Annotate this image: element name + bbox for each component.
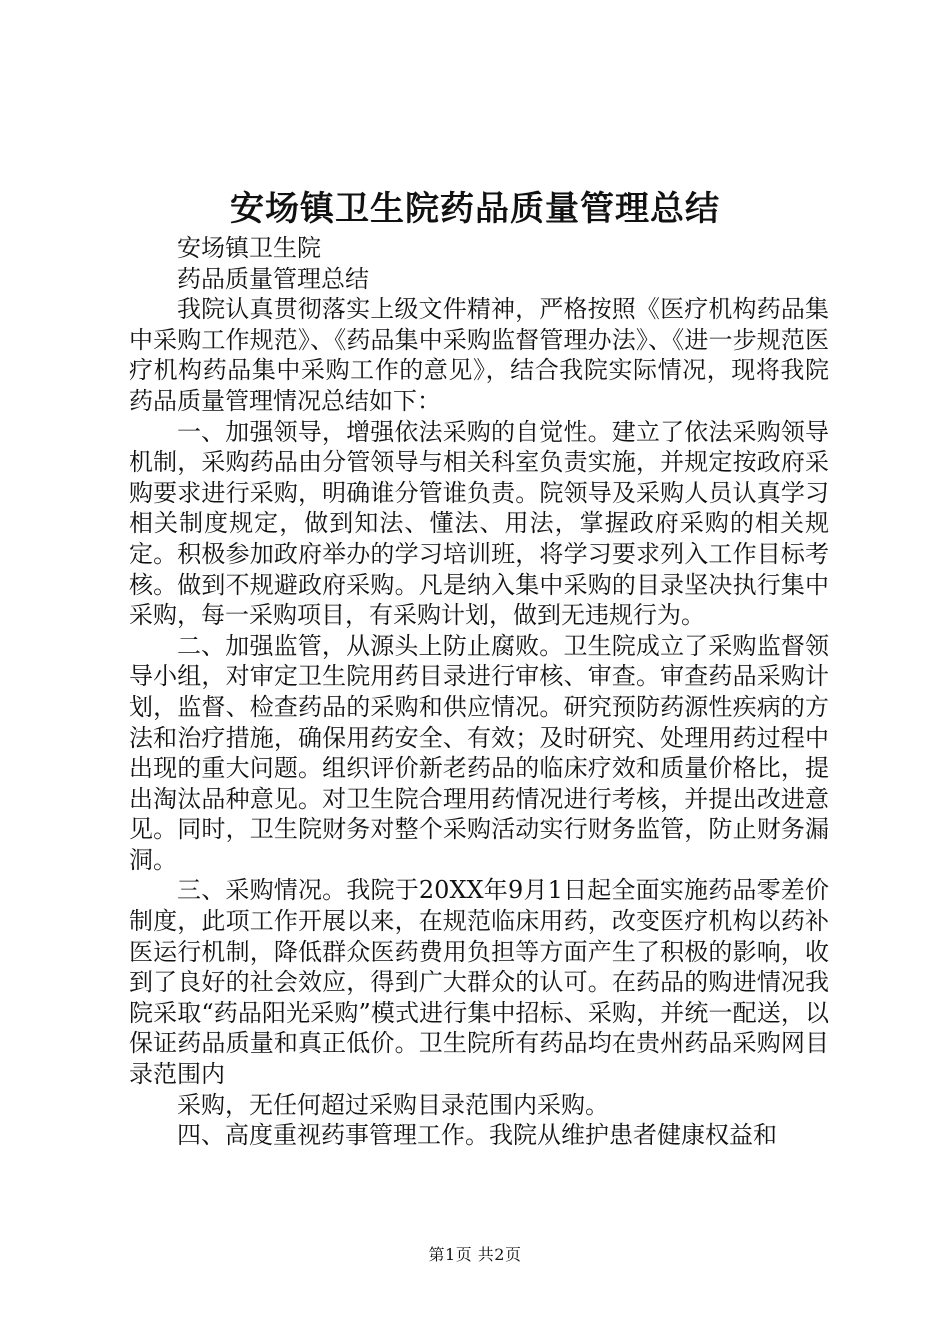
intro-paragraph: 我院认真贯彻落实上级文件精神，严格按照《医疗机构药品集中采购工作规范》、《药品集中采购监督管理办法》、《进一步规范医疗机构药品集中采购工作的意见》，结合我院实际情况，现将我院药品质量管理情况总结如下：: [129, 295, 829, 415]
document-body: [129, 233, 829, 1151]
org-name-line: 安场镇卫生院: [177, 234, 321, 262]
section-one-paragraph: 一、加强领导，增强依法采购的自觉性。建立了依法采购领导机制，采购药品由分管领导与相关科室负责实施，并规定按政府采购要求进行采购，明确谁分管谁负责。院领导及采购人员认真学习相关制度规定，做到知法、懂法、用法，掌握政府采购的相关规定。积极参加政府举办的学习培训班，将学习要求列入工作目标考核。做到不规避政府采购。凡是纳入集中采购的目录坚决执行集中采购，每一采购项目，有采购计划，做到无违规行为。: [129, 417, 829, 630]
section-four-paragraph: 四、高度重视药事管理工作。我院从维护患者健康权益和: [177, 1121, 777, 1150]
section-three-paragraph: 三、采购情况。我院于20XX年9月1日起全面实施药品零差价制度，此项工作开展以来，在规范临床用药，改变医疗机构以药补医运行机制，降低群众医药费用负担等方面产生了积极的影响，收到了良好的社会效应，得到广大群众的认可。在药品的购进情况我院采取“药品阳光采购”模式进行集中招标、采购，并统一配送，以保证药品质量和真正低价。卫生院所有药品均在贵州药品采购网目录范围内: [129, 876, 829, 1089]
section-two-paragraph: 二、加强监管，从源头上防止腐败。卫生院成立了采购监督领导小组，对审定卫生院用药目录进行审核、审查。审查药品采购计划，监督、检查药品的采购和供应情况。研究预防药源性疾病的方法和治疗措施，确保用药安全、有效；及时研究、处理用药过程中出现的重大问题。组织评价新老药品的临床疗效和质量价格比，提出淘汰品种意见。对卫生院合理用药情况进行考核，并提出改进意见。同时，卫生院财务对整个采购活动实行财务监管，防止财务漏洞。: [129, 631, 829, 874]
subtitle-line: 药品质量管理总结: [177, 264, 369, 293]
document-title: 安场镇卫生院药品质量管理总结: [230, 189, 720, 229]
page-number-footer: 第1页 共2页: [428, 1245, 522, 1264]
section-three-continuation: 采购，无任何超过采购目录范围内采购。: [177, 1090, 609, 1119]
